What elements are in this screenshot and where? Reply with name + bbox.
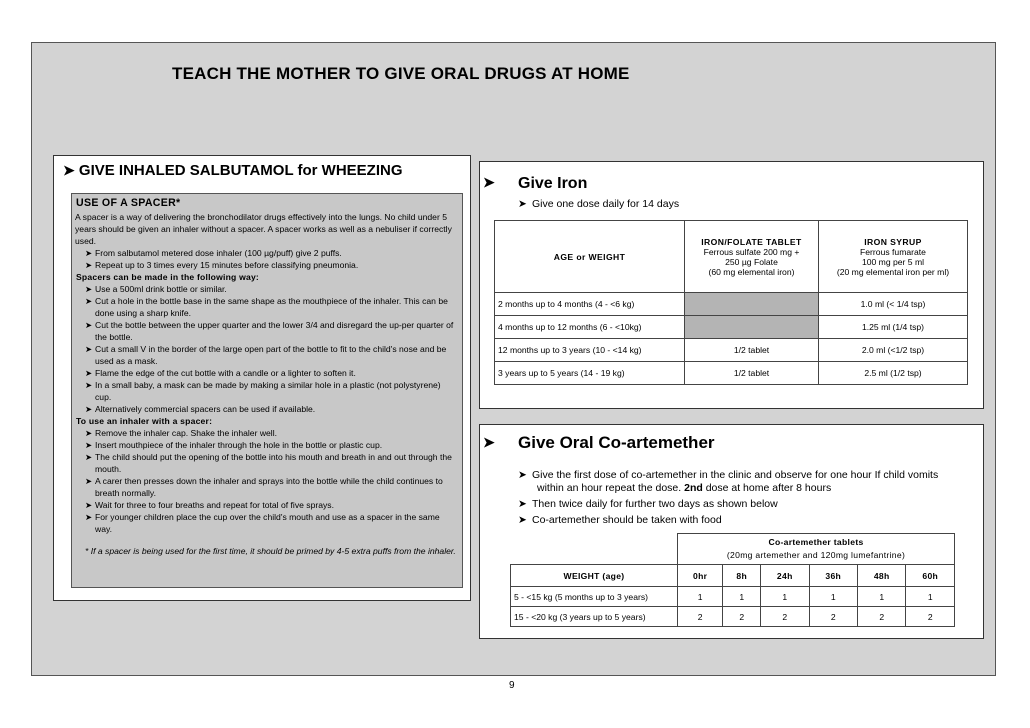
coartemether-panel bbox=[479, 424, 984, 639]
coartemether-dose-cell: 2 bbox=[678, 607, 723, 627]
coartemether-bullet-2-text: Then twice daily for further two days as shown below bbox=[532, 498, 778, 510]
arrow-bullet-icon: ➤ bbox=[63, 162, 75, 178]
arrow-bullet-icon: ➤ bbox=[85, 296, 93, 306]
iron-heading: Give Iron bbox=[518, 175, 588, 192]
spacer-footnote: * If a spacer is being used for the first time, it should be primed by 4-5 extra puffs from the inhaler. bbox=[85, 546, 456, 556]
list-item-text: The child should put the opening of the bottle into his mouth and breath in and out through the mouth. bbox=[95, 452, 452, 474]
salbutamol-heading bbox=[63, 162, 403, 179]
coartemether-col-time: 24h bbox=[761, 565, 809, 587]
iron-col-age bbox=[495, 221, 685, 293]
arrow-bullet-icon: ➤ bbox=[85, 500, 93, 510]
coartemether-bullet-1 bbox=[518, 469, 938, 495]
iron-tablet-line: 250 µg Folate bbox=[725, 256, 778, 267]
coartemether-dose-cell: 2 bbox=[761, 607, 809, 627]
arrow-bullet-icon: ➤ bbox=[85, 440, 93, 450]
iron-syrup-label: IRON SYRUP bbox=[864, 236, 922, 247]
coartemether-dose-cell: 1 bbox=[809, 587, 857, 607]
list-item bbox=[76, 259, 458, 271]
list-item-text: For younger children place the cup over the child's mouth and use as a spacer in the same way. bbox=[95, 512, 440, 534]
coartemether-col-time: 8h bbox=[723, 565, 761, 587]
arrow-bullet-icon: ➤ bbox=[85, 320, 93, 330]
arrow-bullet-icon: ➤ bbox=[85, 476, 93, 486]
spacer-intro: A spacer is a way of delivering the bronchodilator drugs effectively into the lungs. No child under 5 years should be given an inhaler without a spacer. A spacer works as well as a nebuliser if correctly used. bbox=[75, 212, 452, 246]
list-item-text: In a small baby, a mask can be made by making a similar hole in a plastic (not polystyrene) cup. bbox=[95, 380, 441, 402]
coartemether-table-title-text: Co-artemether tablets bbox=[768, 537, 864, 547]
coartemether-dose-cell: 1 bbox=[723, 587, 761, 607]
iron-syrup-cell: 1.0 ml (< 1/4 tsp) bbox=[819, 293, 968, 316]
spacers-heading: Spacers can be made in the following way: bbox=[76, 272, 259, 282]
list-item bbox=[76, 499, 458, 511]
list-item-text: Wait for three to four breaths and repeat for total of five sprays. bbox=[95, 500, 334, 510]
list-item-text: Flame the edge of the cut bottle with a candle or a lighter to soften it. bbox=[95, 368, 356, 378]
coartemether-bullet-1-bold: 2nd bbox=[684, 482, 703, 494]
table-row bbox=[511, 607, 955, 627]
spacer-steps-list bbox=[76, 283, 458, 415]
inhaler-heading: To use an inhaler with a spacer: bbox=[76, 416, 213, 426]
dose-list bbox=[76, 247, 458, 271]
arrow-bullet-icon: ➤ bbox=[85, 452, 93, 462]
list-item bbox=[76, 379, 458, 403]
iron-tablet-cell: 1/2 tablet bbox=[685, 362, 819, 385]
iron-col-syrup bbox=[819, 221, 968, 293]
iron-syrup-cell: 2.0 ml (<1/2 tsp) bbox=[819, 339, 968, 362]
list-item-text: Remove the inhaler cap. Shake the inhaler well. bbox=[95, 428, 278, 438]
list-item bbox=[76, 319, 458, 343]
coartemether-bullet-1-text: Give the first dose of co-artemether in the clinic and observe for one hour If child vomits bbox=[532, 469, 939, 481]
iron-tablet-line: (60 mg elemental iron) bbox=[708, 266, 795, 277]
inhaler-steps-list bbox=[76, 427, 458, 535]
list-item-text: Cut the bottle between the upper quarter and the lower 3/4 and disregard the up-per quarter of the bottle. bbox=[95, 320, 454, 342]
coartemether-dose-cell: 1 bbox=[857, 587, 905, 607]
iron-tablet-cell bbox=[685, 316, 819, 339]
list-item bbox=[76, 511, 458, 535]
iron-tablet-label: IRON/FOLATE TABLET bbox=[701, 236, 802, 247]
coartemether-bullet-2 bbox=[518, 498, 778, 510]
arrow-bullet-icon: ➤ bbox=[483, 434, 495, 450]
arrow-bullet-icon: ➤ bbox=[85, 428, 93, 438]
list-item-text: Alternatively commercial spacers can be used if available. bbox=[95, 404, 316, 414]
table-row bbox=[511, 587, 955, 607]
arrow-bullet-icon: ➤ bbox=[518, 469, 527, 481]
iron-age-cell: 2 months up to 4 months (4 - <6 kg) bbox=[495, 293, 685, 316]
iron-tablet-line: Ferrous sulfate 200 mg + bbox=[703, 246, 800, 257]
arrow-bullet-icon: ➤ bbox=[518, 498, 527, 510]
table-row bbox=[495, 293, 968, 316]
iron-syrup-line: Ferrous fumarate bbox=[860, 246, 926, 257]
iron-syrup-cell: 1.25 ml (1/4 tsp) bbox=[819, 316, 968, 339]
iron-tablet-cell bbox=[685, 293, 819, 316]
iron-syrup-line: 100 mg per 5 ml bbox=[861, 256, 925, 267]
arrow-bullet-icon: ➤ bbox=[483, 174, 495, 190]
coartemether-col-time: 48h bbox=[857, 565, 905, 587]
iron-syrup-cell: 2.5 ml (1/2 tsp) bbox=[819, 362, 968, 385]
coartemether-table-corner bbox=[511, 534, 678, 565]
arrow-bullet-icon: ➤ bbox=[85, 284, 93, 294]
iron-tablet-cell: 1/2 tablet bbox=[685, 339, 819, 362]
list-item-text: Use a 500ml drink bottle or similar. bbox=[95, 284, 227, 294]
arrow-bullet-icon: ➤ bbox=[85, 512, 93, 522]
iron-age-cell: 4 months up to 12 months (6 - <10kg) bbox=[495, 316, 685, 339]
coartemether-dose-cell: 2 bbox=[809, 607, 857, 627]
iron-col-tablet bbox=[685, 221, 819, 293]
coartemether-dose-cell: 1 bbox=[678, 587, 723, 607]
iron-table bbox=[494, 220, 968, 385]
list-item bbox=[76, 439, 458, 451]
coartemether-col-weight: WEIGHT (age) bbox=[511, 565, 678, 587]
page-title: TEACH THE MOTHER TO GIVE ORAL DRUGS AT HOME bbox=[172, 64, 630, 83]
coartemether-table-subtitle: (20mg artemether and 120mg lumefantrine) bbox=[726, 550, 906, 560]
coartemether-dose-cell: 2 bbox=[723, 607, 761, 627]
arrow-bullet-icon: ➤ bbox=[85, 404, 93, 414]
list-item bbox=[76, 403, 458, 415]
spacer-box bbox=[71, 193, 463, 588]
arrow-bullet-icon: ➤ bbox=[85, 260, 93, 270]
list-item bbox=[76, 343, 458, 367]
list-item bbox=[76, 451, 458, 475]
list-item bbox=[76, 295, 458, 319]
coartemether-weight-cell: 5 - <15 kg (5 months up to 3 years) bbox=[511, 587, 678, 607]
coartemether-bullet-3-text: Co-artemether should be taken with food bbox=[532, 514, 722, 526]
arrow-bullet-icon: ➤ bbox=[85, 248, 93, 258]
list-item bbox=[76, 367, 458, 379]
table-row bbox=[495, 316, 968, 339]
list-item bbox=[76, 475, 458, 499]
iron-panel bbox=[479, 161, 984, 409]
coartemether-dose-cell: 2 bbox=[857, 607, 905, 627]
list-item-text: Cut a hole in the bottle base in the same shape as the mouthpiece of the inhaler. This can be done using a sharp knife. bbox=[95, 296, 448, 318]
coartemether-table-title bbox=[678, 534, 955, 565]
coartemether-table bbox=[510, 533, 955, 627]
arrow-bullet-icon: ➤ bbox=[85, 368, 93, 378]
spacer-title: USE OF A SPACER* bbox=[76, 197, 181, 209]
iron-bullet bbox=[518, 198, 679, 210]
table-row bbox=[495, 339, 968, 362]
list-item bbox=[76, 283, 458, 295]
coartemether-heading: Give Oral Co-artemether bbox=[518, 433, 715, 452]
coartemether-col-time: 0hr bbox=[678, 565, 723, 587]
coartemether-weight-cell: 15 - <20 kg (3 years up to 5 years) bbox=[511, 607, 678, 627]
iron-syrup-line: (20 mg elemental iron per ml) bbox=[836, 266, 950, 277]
iron-col-age-label: AGE or WEIGHT bbox=[553, 251, 626, 262]
coartemether-col-time: 36h bbox=[809, 565, 857, 587]
iron-age-cell: 12 months up to 3 years (10 - <14 kg) bbox=[495, 339, 685, 362]
list-item-text: A carer then presses down the inhaler and sprays into the bottle while the child continues to breath normally. bbox=[95, 476, 443, 498]
coartemether-col-time: 60h bbox=[906, 565, 955, 587]
arrow-bullet-icon: ➤ bbox=[518, 198, 527, 210]
list-item-text: Repeat up to 3 times every 15 minutes before classifying pneumonia. bbox=[95, 260, 359, 270]
list-item-text: From salbutamol metered dose inhaler (100 µg/puff) give 2 puffs. bbox=[95, 248, 342, 258]
coartemether-bullet-1-text: dose at home after 8 hours bbox=[702, 482, 832, 494]
list-item-text: Cut a small V in the border of the large open part of the bottle to fit to the child's nose and be used as a mask. bbox=[95, 344, 447, 366]
coartemether-dose-cell: 1 bbox=[906, 587, 955, 607]
arrow-bullet-icon: ➤ bbox=[518, 514, 527, 526]
page-number: 9 bbox=[509, 680, 515, 691]
list-item bbox=[76, 427, 458, 439]
iron-bullet-text: Give one dose daily for 14 days bbox=[532, 198, 680, 210]
coartemether-bullet-3 bbox=[518, 514, 722, 526]
coartemether-bullet-1-text: within an hour repeat the dose. bbox=[537, 482, 685, 494]
table-row bbox=[495, 362, 968, 385]
iron-age-cell: 3 years up to 5 years (14 - 19 kg) bbox=[495, 362, 685, 385]
arrow-bullet-icon: ➤ bbox=[85, 344, 93, 354]
list-item bbox=[76, 247, 458, 259]
list-item-text: Insert mouthpiece of the inhaler through the hole in the bottle or plastic cup. bbox=[95, 440, 383, 450]
coartemether-dose-cell: 2 bbox=[906, 607, 955, 627]
coartemether-dose-cell: 1 bbox=[761, 587, 809, 607]
salbutamol-heading-text: GIVE INHALED SALBUTAMOL for WHEEZING bbox=[78, 162, 403, 179]
arrow-bullet-icon: ➤ bbox=[85, 380, 93, 390]
